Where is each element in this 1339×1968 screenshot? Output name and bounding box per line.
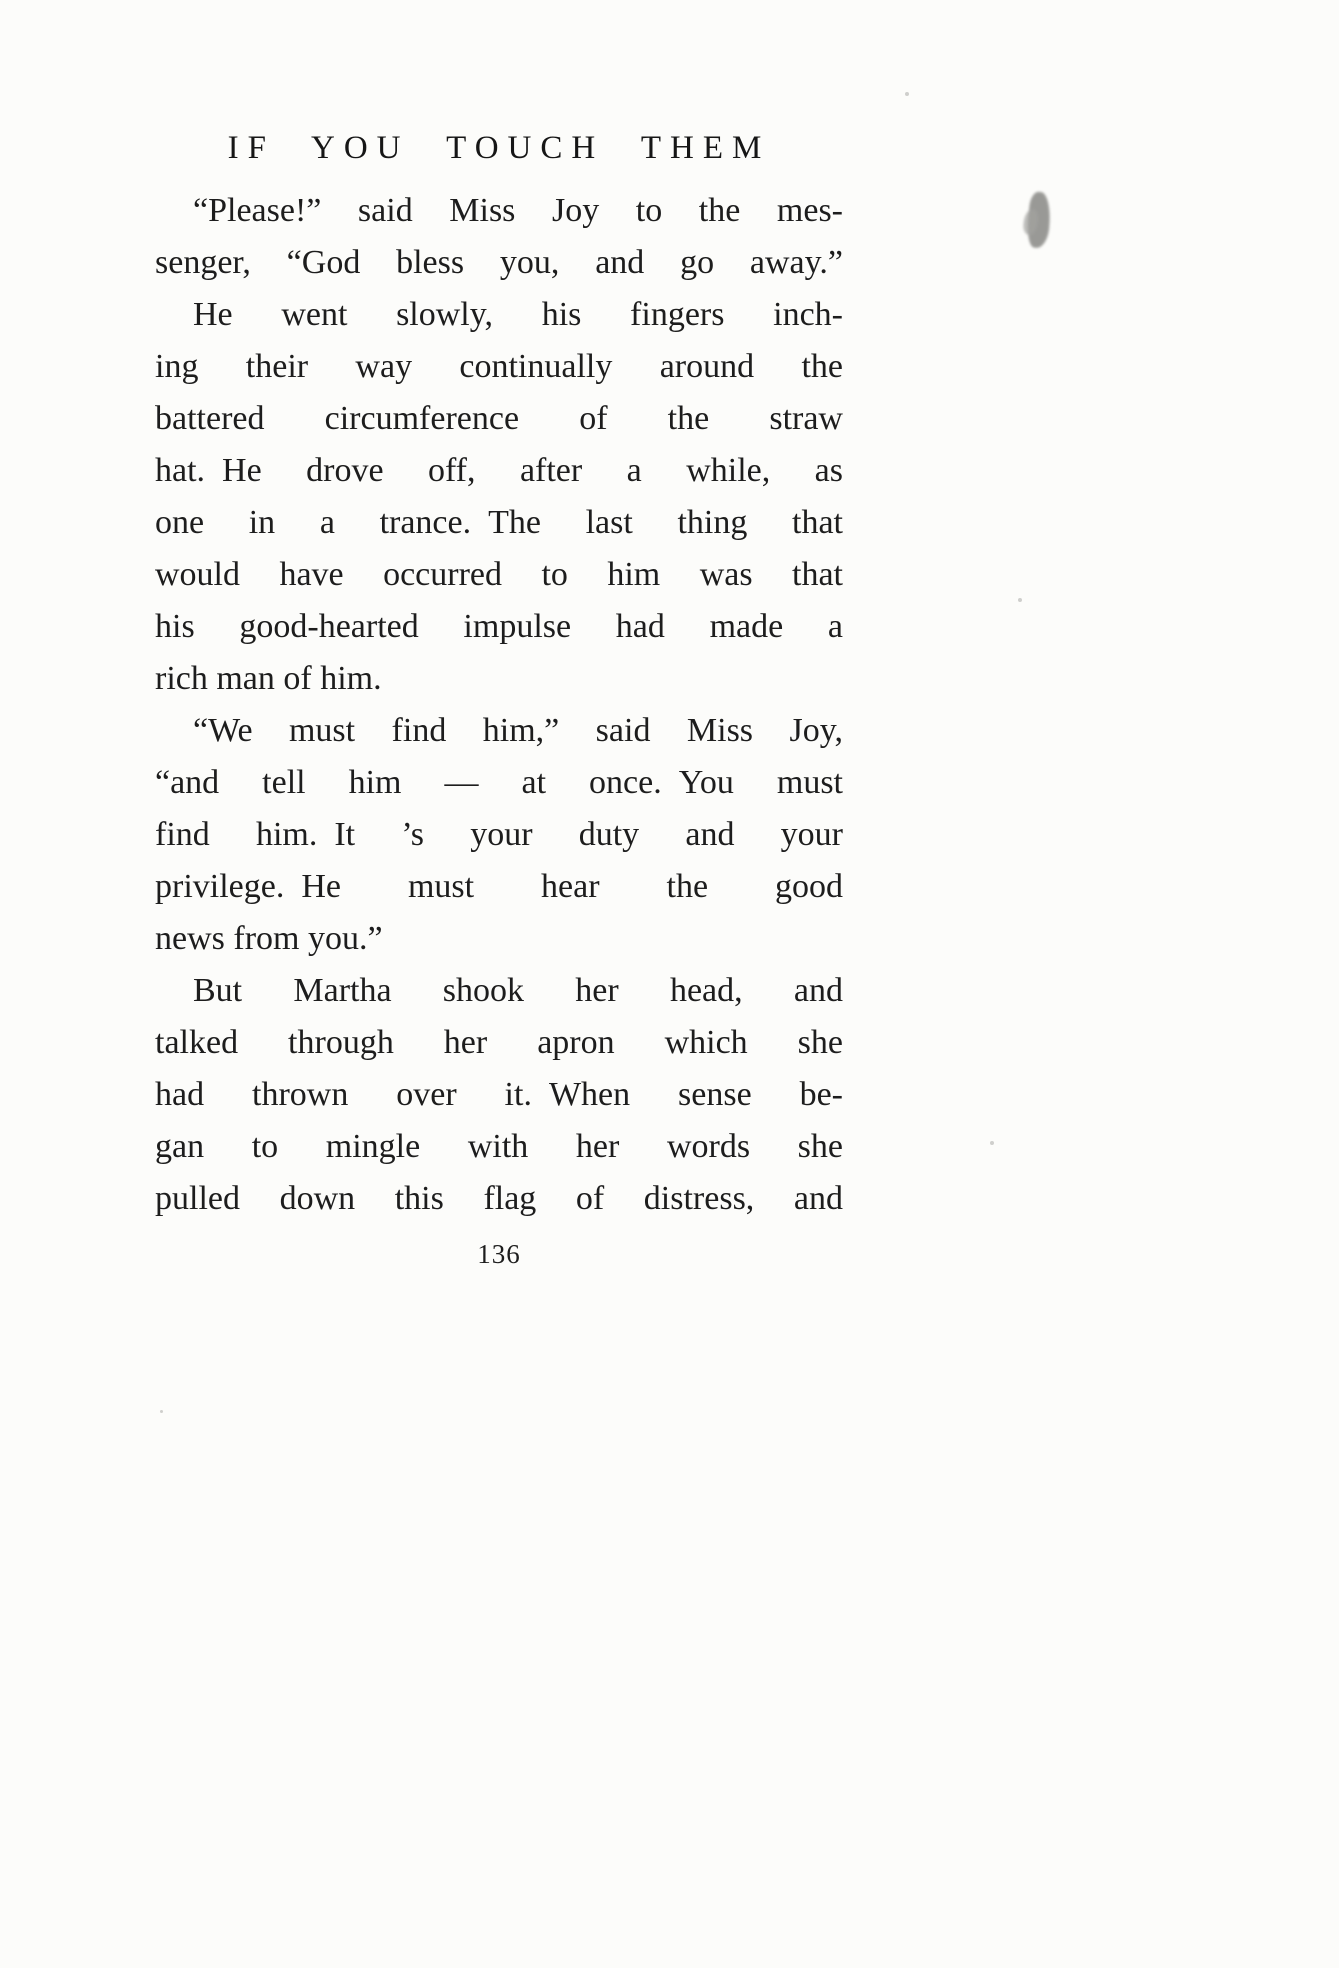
page-number: 136 [477,1239,521,1269]
paragraph-1 [155,185,843,289]
text-line: battered circumference of the straw [155,400,843,437]
text-line: gan to mingle with her words she [155,1128,843,1165]
text-line: privilege. He must hear the good [155,868,843,905]
scan-speck [160,1410,163,1413]
text-line: find him. It ’s your duty and your [155,816,843,853]
paragraph-4 [155,965,843,1225]
text-line: had thrown over it. When sense be- [155,1076,843,1113]
text-line: pulled down this flag of distress, and [155,1180,843,1217]
text-line: would have occurred to him was that [155,556,843,593]
scan-speck [905,92,909,96]
text-line: “and tell him — at once. You must [155,764,843,801]
text-block [155,130,843,1279]
running-header: IF YOU TOUCH THEM [227,130,771,166]
text-line: rich man of him. [155,660,382,697]
text-line: “We must find him,” said Miss Joy, [193,712,843,749]
ink-smudge [1025,191,1053,249]
text-line: his good-hearted impulse had made a [155,608,843,645]
text-line: But Martha shook her head, and [193,972,843,1009]
text-line: senger, “God bless you, and go away.” [155,244,843,281]
text-line: one in a trance. The last thing that [155,504,843,541]
text-line: hat. He drove off, after a while, as [155,452,843,489]
text-line: ing their way continually around the [155,348,843,385]
scan-speck [1018,598,1022,602]
paragraph-3 [155,705,843,965]
scan-speck [990,1141,994,1145]
text-line: He went slowly, his fingers inch- [193,296,843,333]
text-line: “Please!” said Miss Joy to the mes- [193,192,843,229]
text-line: news from you.” [155,920,383,957]
text-line: talked through her apron which she [155,1024,843,1061]
paragraph-2 [155,289,843,705]
